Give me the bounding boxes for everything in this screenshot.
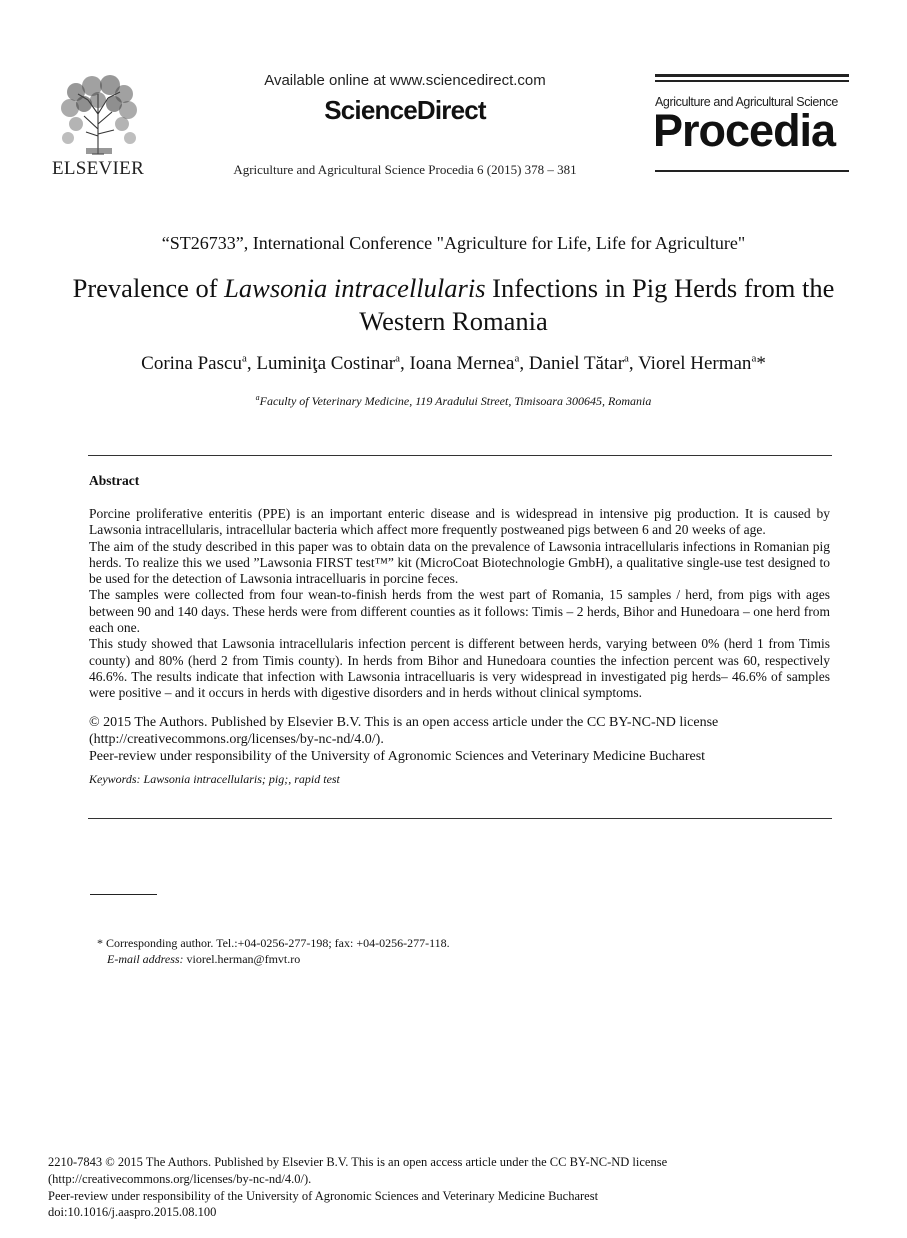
elsevier-tree-icon (56, 74, 140, 156)
elsevier-wordmark: ELSEVIER (51, 158, 145, 179)
journal-citation: Agriculture and Agricultural Science Procedia 6 (2015) 378 – 381 (233, 162, 577, 177)
abstract-paragraph: The samples were collected from four wean-to-finish herds from the west part of Romania, 15 samples / herd, from pigs with ages between 90 and 140 days. These herds were from different counties as it follows: Timis – 2 herds, Bihor and Hunedoara – one herd from each one. (89, 587, 830, 636)
procedia-top-rule (655, 74, 849, 77)
procedia-top-rule-thin (655, 80, 849, 82)
footnote (97, 935, 797, 967)
bottom-info (48, 1154, 868, 1221)
keywords: Keywords: Lawsonia intracellularis; pig;, rapid test (89, 772, 340, 786)
conference-name: “ST26733”, International Conference "Agriculture for Life, Life for Agriculture" (161, 233, 746, 253)
license-block (89, 715, 830, 765)
copyright-line: © 2015 The Authors. Published by Elsevier B.V. This is an open access article under the CC BY-NC-ND license (89, 715, 719, 730)
peer-review-line: Peer-review under responsibility of the University of Agronomic Sciences and Veterinary Medicine Bucharest (89, 748, 706, 764)
paper-title (60, 272, 847, 338)
license-link[interactable]: (http://creativecommons.org/licenses/by-nc-nd/4.0/). (89, 731, 384, 747)
abstract-top-rule (88, 455, 832, 456)
abstract-paragraph: The aim of the study described in this paper was to obtain data on the prevalence of Lawsonia intracellularis infections in Romanian pig herds. To realize this we used ”Lawsonia FIRST test™” kit (MicroCoat Biotechnologie GmbH), a qualitative single-use test designed to be used for the detection of Lawsonia intracelluaris in porcine feces. (89, 538, 830, 587)
author: Ioana Mernea$^a$, (409, 353, 529, 375)
procedia-bottom-rule (655, 170, 849, 172)
procedia-subtitle: Agriculture and Agricultural Science (655, 95, 838, 109)
elsevier-logo (50, 74, 146, 178)
doi[interactable]: doi:10.1016/j.aaspro.2015.08.100 (48, 1205, 217, 1220)
corresponding-author: * Corresponding author. Tel.:+04-0256-277-198; fax: +04-0256-277-118. (97, 936, 450, 950)
author: Corina Pascu$^a$, (141, 353, 257, 375)
bottom-license-link[interactable]: (http://creativecommons.org/licenses/by-nc-nd/4.0/). (48, 1171, 312, 1186)
author: Viorel Herman$^a$* (638, 353, 766, 375)
title-species: Lawsonia intracellularis (224, 273, 486, 303)
issn-line: 2210-7843 © 2015 The Authors. Published by Elsevier B.V. This is an open access article under the CC BY-NC-ND license (48, 1155, 668, 1169)
abstract-paragraph: Porcine proliferative enteritis (PPE) is an important enteric disease and is widespread in intensive pig production. It is caused by Lawsonia intracellularis, intracellular bacteria which affect more frequently postweaned pigs between 6 and 20 weeks of age. (89, 506, 830, 538)
procedia-wordmark: Procedia (653, 105, 836, 156)
abstract-paragraph: This study showed that Lawsonia intracellularis infection percent is different between herds, varying between 0% (herd 1 from Timis county) and 80% (herd 2 from Timis county). In herds from Bihor and Hunedoara counties the infection percent was 60, respectively 46.6%. The results indicate that infection with Lawsonia intracelluaris is very widespread in investigated pig herds– 46.6% of samples were positive – and it occurs in herds with digestive disorders and in herds without clinical symptoms. (89, 636, 830, 701)
abstract-bottom-rule (88, 818, 832, 819)
author: Daniel Tătar$^a$, (528, 353, 639, 375)
footnote-rule (90, 894, 157, 895)
available-online-text[interactable]: Available online at www.sciencedirect.com (264, 72, 546, 89)
procedia-logo (655, 74, 849, 176)
title-part-2: Infections in Pig Herds from the Western Romania (359, 273, 835, 336)
author: Luminiţa Costinar$^a$, (256, 353, 410, 375)
abstract-heading: Abstract (89, 473, 140, 488)
author-list (40, 353, 867, 375)
sciencedirect-brand[interactable]: ScienceDirect (324, 95, 486, 125)
email-label: E-mail address: (107, 952, 184, 966)
affiliation: $^a$Faculty of Veterinary Medicine, 119 Aradului Street, Timisoara 300645, Romania (255, 393, 652, 408)
abstract-body (89, 506, 830, 702)
email-address[interactable]: viorel.herman@fmvt.ro (183, 952, 301, 966)
bottom-peer-review: Peer-review under responsibility of the University of Agronomic Sciences and Veterinary Medicine Bucharest (48, 1188, 599, 1203)
email-line (97, 951, 797, 967)
title-part-1: Prevalence of (72, 273, 225, 303)
